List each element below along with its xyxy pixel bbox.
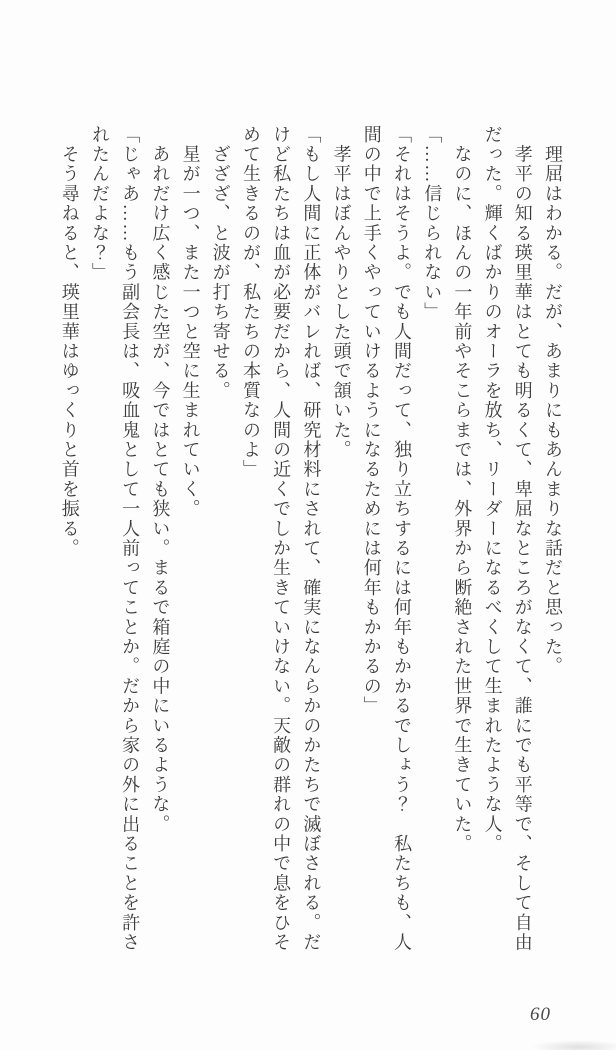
text-line: ざざざ、と波が打ち寄せる。 <box>210 125 231 401</box>
text-line: だった。輝くばかりのオーラを放ち、リーダーになるべくして生まれたような人。 <box>482 125 503 854</box>
text-line: なのに、ほんの一年前やそこらまでは、外界から断絶された世界で生きていた。 <box>452 125 473 854</box>
text-line: そう尋ねると、瑛里華はゆっくりと首を振る。 <box>59 125 80 559</box>
text-line: 孝平の知る瑛里華はとても明るくて、卑屈なところがなくて、誰にでも平等で、そして自由 <box>512 125 533 953</box>
page-number: 60 <box>530 1004 551 1025</box>
text-line: 孝平はぼんやりとした頭で頷いた。 <box>331 125 352 460</box>
text-line: 理屈はわかる。だが、あまりにもあんまりな話だと思った。 <box>543 125 563 677</box>
text-line: 「それはそうよ。でも人間だって、独り立ちするには何年もかかるでしょう？ 私たちも、人 <box>391 125 412 953</box>
text-line: 星が一つ、また一つと空に生まれていく。 <box>180 125 201 519</box>
vertical-text-block <box>54 125 568 955</box>
scan-smudge <box>531 1040 616 1050</box>
text-line: れたんだよな？」 <box>89 125 110 283</box>
text-line: 「じゃあ……もう副会長は、吸血鬼として一人前ってことか。だから家の外に出ることを許さ <box>120 125 141 953</box>
text-line: けど私たちは血が必要だから、人間の近くでしか生きていけない。天敵の群れの中で息をひそ <box>271 125 292 953</box>
text-line: 間の中で上手くやっていけるようになるためには何年もかかるの」 <box>361 125 382 716</box>
text-line: 「……信じられない」 <box>422 125 443 322</box>
text-line: めて生きるのが、私たちの本質なのよ」 <box>240 125 261 480</box>
text-line: あれだけ広く感じた空が、今ではとても狭い。まるで箱庭の中にいるような。 <box>150 125 171 835</box>
text-line: 「もし人間に正体がバレれば、研究材料にされて、確実になんらかのかたちで滅ぼされる。だ <box>301 125 322 953</box>
